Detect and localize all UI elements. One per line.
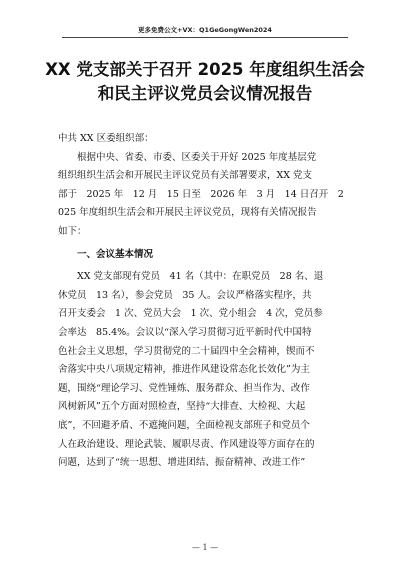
document-body bbox=[58, 130, 356, 473]
section-heading: 一、会议基本情况 bbox=[58, 248, 154, 260]
title-line-2: 和民主评议党员会议情况报告 bbox=[97, 84, 313, 103]
header-note: 更多免费公文+VX：Q1GeGongWen2024 bbox=[138, 26, 272, 34]
body-line: 色社会主义思想，学习贯彻党的二十届四中全会精神，锲而不 bbox=[58, 345, 315, 357]
document-title bbox=[40, 58, 370, 106]
body-line: 风树新风”五个方面对照检查，坚持“大排查、大检视、大起 bbox=[58, 401, 306, 413]
body-line: 人在政治建设、理论武装、履职尽责、作风建设等方面存在的 bbox=[58, 438, 315, 450]
body-line: 根据中央、省委、市委、区委关于开好 2025 年度基层党 bbox=[58, 151, 317, 163]
salutation: 中共 XX 区委组织部： bbox=[58, 133, 154, 144]
title-line-1: XX 党支部关于召开 2025 年度组织生活会 bbox=[45, 60, 365, 79]
body-line: 会率达 85.4%。会议以“深入学习贯彻习近平新时代中国特 bbox=[58, 326, 312, 338]
body-line: 如下： bbox=[58, 225, 87, 237]
body-line: XX 党支部现有党员 41 名（其中：在职党员 28 名、退 bbox=[58, 271, 324, 283]
body-line: 底”，不回避矛盾、不遮掩问题，全面检视支部班子和党员个 bbox=[58, 419, 310, 431]
body-line: 题，围绕“理论学习、党性锤炼、服务群众、担当作为、改作 bbox=[58, 382, 310, 394]
body-line: 舍落实中央八项规定精神，推进作风建设常态化长效化”为主 bbox=[58, 364, 310, 376]
page-number: — 1 — bbox=[191, 543, 219, 552]
body-line: 组织组织生活会和开展民主评议党员有关部署要求，XX 党支 bbox=[58, 170, 313, 182]
body-line: 部于 2025 年 12 月 15 日至 2026 年 3 月 14 日召开 2 bbox=[58, 188, 344, 200]
body-line: 休党员 13 名），参会党员 35 人。会议严格落实程序，共 bbox=[58, 289, 312, 301]
body-line: 025 年度组织生活会和开展民主评议党员，现将有关情况报告 bbox=[58, 207, 317, 219]
header-divider bbox=[62, 37, 348, 38]
body-line: 问题，达到了“统一思想、增进团结、振奋精神、改进工作” bbox=[58, 457, 306, 469]
body-line: 召开支委会 1 次、党员大会 1 次、党小组会 4 次，党员参 bbox=[58, 308, 323, 320]
